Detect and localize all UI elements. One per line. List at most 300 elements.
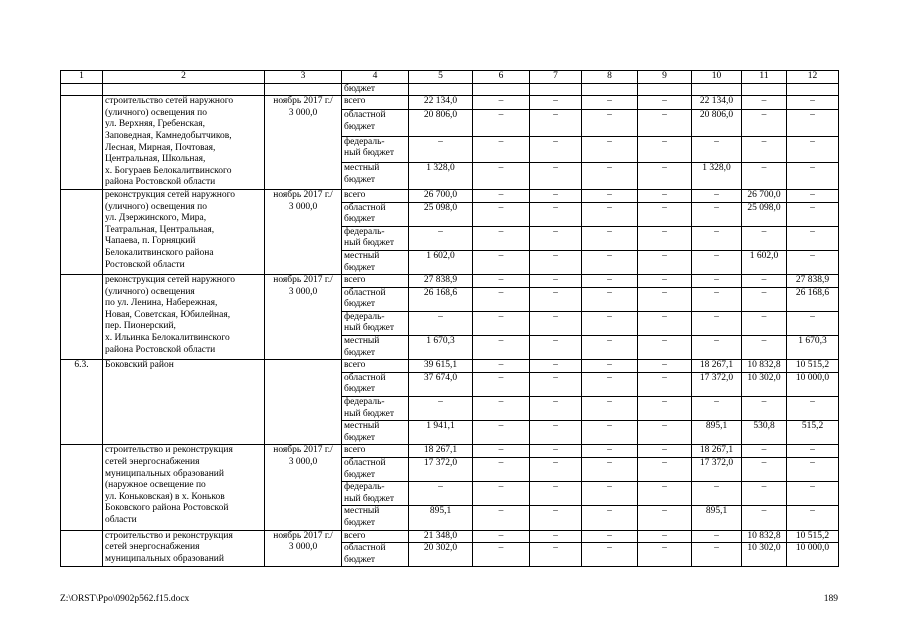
value-cell: – bbox=[742, 287, 787, 311]
cell-line: бюджет bbox=[344, 469, 376, 480]
value-cell: – bbox=[787, 311, 839, 335]
cell-line: бюджет bbox=[344, 432, 376, 443]
value-cell: – bbox=[638, 482, 692, 506]
value-cell: 27 838,9 bbox=[787, 275, 839, 288]
cell-line: сетей энергоснабжения bbox=[105, 457, 200, 467]
value-cell: 21 348,0 bbox=[409, 530, 473, 543]
cell-line: бюджет bbox=[344, 384, 376, 395]
page-number: 189 bbox=[823, 594, 838, 604]
cell-line: областной bbox=[344, 458, 386, 468]
value-cell: – bbox=[530, 226, 582, 250]
value-cell: – bbox=[582, 136, 638, 163]
value-cell: – bbox=[787, 136, 839, 163]
column-header: 8 bbox=[582, 71, 638, 84]
item-number bbox=[61, 96, 103, 190]
funding-source bbox=[342, 136, 409, 163]
value-cell: – bbox=[530, 543, 582, 567]
cell-line: бюджет bbox=[344, 262, 376, 273]
cell-line: ный бюджет bbox=[344, 323, 395, 334]
value-cell: 10 515,2 bbox=[787, 530, 839, 543]
value-cell: 1 670,3 bbox=[787, 336, 839, 360]
value-cell: – bbox=[638, 96, 692, 110]
value-cell: 26 700,0 bbox=[409, 189, 473, 202]
value-cell: 1 670,3 bbox=[409, 336, 473, 360]
cell-line: муниципальных образований bbox=[105, 468, 224, 479]
value-cell: – bbox=[742, 275, 787, 288]
value-cell: 26 168,6 bbox=[787, 287, 839, 311]
cell-line: Боковского района Ростовской bbox=[105, 503, 229, 514]
value-cell: – bbox=[787, 506, 839, 530]
value-cell: – bbox=[638, 287, 692, 311]
value-cell: – bbox=[530, 372, 582, 396]
column-header: 11 bbox=[742, 71, 787, 84]
table-cell bbox=[265, 83, 342, 96]
value-cell: 10 000,0 bbox=[787, 372, 839, 396]
cell-line: ноябрь 2017 г./ bbox=[273, 189, 333, 200]
funding-source bbox=[342, 445, 409, 458]
value-cell: – bbox=[787, 202, 839, 226]
cell-line: муниципальных образований bbox=[105, 553, 224, 564]
value-cell: – bbox=[692, 397, 742, 421]
value-cell: – bbox=[692, 530, 742, 543]
value-cell: – bbox=[409, 311, 473, 335]
value-cell: – bbox=[530, 110, 582, 137]
value-cell: – bbox=[473, 445, 530, 458]
value-cell: 10 000,0 bbox=[787, 543, 839, 567]
value-cell: 37 674,0 bbox=[409, 372, 473, 396]
funding-source bbox=[342, 482, 409, 506]
value-cell: 10 515,2 bbox=[787, 360, 839, 373]
cell-line: х. Ильинка Белокалитвинского bbox=[105, 333, 230, 344]
value-cell: – bbox=[742, 136, 787, 163]
value-cell: – bbox=[582, 110, 638, 137]
value-cell: – bbox=[787, 189, 839, 202]
column-header: 1 bbox=[61, 71, 103, 84]
cell-line: всего bbox=[344, 96, 366, 107]
item-number bbox=[61, 275, 103, 360]
value-cell: 17 372,0 bbox=[409, 458, 473, 482]
column-header: 7 bbox=[530, 71, 582, 84]
value-cell: – bbox=[409, 226, 473, 250]
value-cell: 1 328,0 bbox=[692, 163, 742, 190]
value-cell: – bbox=[692, 226, 742, 250]
value-cell: – bbox=[638, 275, 692, 288]
cell-line: строительство сетей наружного bbox=[105, 96, 234, 107]
cell-line: 3 000,0 bbox=[288, 107, 318, 118]
value-cell: – bbox=[473, 530, 530, 543]
value-cell: – bbox=[787, 250, 839, 274]
value-cell: – bbox=[582, 506, 638, 530]
cell-line: бюджет bbox=[344, 347, 376, 358]
value-cell: – bbox=[692, 189, 742, 202]
value-cell: 10 832,8 bbox=[742, 360, 787, 373]
value-cell: – bbox=[530, 360, 582, 373]
project-period-cost bbox=[265, 275, 342, 360]
value-cell: – bbox=[582, 287, 638, 311]
value-cell: 895,1 bbox=[409, 506, 473, 530]
value-cell: – bbox=[473, 110, 530, 137]
value-cell: – bbox=[638, 202, 692, 226]
value-cell: – bbox=[530, 275, 582, 288]
value-cell: – bbox=[473, 372, 530, 396]
value-cell: – bbox=[582, 543, 638, 567]
value-cell: 515,2 bbox=[787, 421, 839, 445]
cell-line: ный бюджет bbox=[344, 408, 395, 419]
column-header: 12 bbox=[787, 71, 839, 84]
project-name bbox=[103, 96, 265, 190]
value-cell: – bbox=[638, 445, 692, 458]
cell-line: бюджет bbox=[344, 214, 376, 225]
funding-source bbox=[342, 506, 409, 530]
funding-source bbox=[342, 397, 409, 421]
header-row bbox=[61, 71, 839, 84]
value-cell: – bbox=[530, 397, 582, 421]
value-cell: – bbox=[473, 250, 530, 274]
value-cell: – bbox=[473, 136, 530, 163]
value-cell: 1 602,0 bbox=[742, 250, 787, 274]
cell-line: областной bbox=[344, 202, 386, 213]
value-cell: – bbox=[582, 250, 638, 274]
value-cell: – bbox=[638, 226, 692, 250]
cell-line: бюджет bbox=[344, 517, 376, 528]
value-cell: – bbox=[473, 336, 530, 360]
value-cell: – bbox=[638, 250, 692, 274]
value-cell: – bbox=[582, 163, 638, 190]
value-cell: – bbox=[787, 445, 839, 458]
funding-source bbox=[342, 250, 409, 274]
cell-line: местный bbox=[344, 421, 380, 432]
cell-line: (наружное освещение по bbox=[105, 480, 206, 491]
value-cell: – bbox=[530, 445, 582, 458]
table-row bbox=[61, 96, 839, 110]
value-cell: 10 302,0 bbox=[742, 372, 787, 396]
table-row bbox=[61, 360, 839, 373]
value-cell: 10 302,0 bbox=[742, 543, 787, 567]
value-cell: – bbox=[409, 397, 473, 421]
cell-line: ул. Верхняя, Гребенская, bbox=[105, 119, 205, 130]
cell-line: местный bbox=[344, 336, 380, 347]
value-cell: – bbox=[473, 458, 530, 482]
source-cell: бюджет bbox=[342, 83, 409, 96]
cell-line: района Ростовской области bbox=[105, 177, 216, 188]
cell-line: Заповедная, Камнедобытчиков, bbox=[105, 130, 232, 141]
cell-line: бюджет bbox=[344, 554, 376, 565]
table-cell bbox=[742, 83, 787, 96]
value-cell: – bbox=[638, 530, 692, 543]
cell-line: Чапаева, п. Горняцкий bbox=[105, 236, 196, 247]
cell-line: Боковский район bbox=[105, 360, 174, 371]
cell-line: бюджет bbox=[344, 174, 376, 185]
value-cell: – bbox=[692, 543, 742, 567]
cell-line: Лесная, Мирная, Почтовая, bbox=[105, 142, 216, 153]
table-cell bbox=[692, 83, 742, 96]
value-cell: – bbox=[473, 202, 530, 226]
cell-line: ул. Дзержинского, Мира, bbox=[105, 213, 207, 224]
value-cell: – bbox=[582, 397, 638, 421]
value-cell: 530,8 bbox=[742, 421, 787, 445]
value-cell: – bbox=[638, 311, 692, 335]
cell-line: федераль- bbox=[344, 311, 385, 322]
value-cell: – bbox=[787, 110, 839, 137]
value-cell: – bbox=[742, 110, 787, 137]
project-name bbox=[103, 275, 265, 360]
cell-line: области bbox=[105, 514, 137, 525]
table-body bbox=[61, 71, 839, 567]
value-cell: 25 098,0 bbox=[409, 202, 473, 226]
cell-line: областной bbox=[344, 543, 386, 554]
value-cell: – bbox=[638, 336, 692, 360]
funding-source bbox=[342, 421, 409, 445]
cell-line: строительство и реконструкция bbox=[105, 530, 233, 541]
funding-source bbox=[342, 189, 409, 202]
value-cell: – bbox=[692, 336, 742, 360]
cell-line: х. Богураев Белокалитвинского bbox=[105, 165, 232, 176]
cell-line: ный бюджет bbox=[344, 148, 395, 159]
table-cell bbox=[409, 83, 473, 96]
cell-line: бюджет bbox=[344, 299, 376, 310]
item-number bbox=[61, 189, 103, 274]
footer-file-path: Z:\ORST\Ppo\0902p562.f15.docx bbox=[60, 594, 190, 604]
funding-source bbox=[342, 530, 409, 543]
value-cell: – bbox=[530, 250, 582, 274]
cell-line: строительство и реконструкция bbox=[105, 445, 233, 456]
cell-line: Театральная, Центральная, bbox=[105, 224, 215, 235]
cell-line: ноябрь 2017 г./ bbox=[273, 275, 333, 286]
cell-line: реконструкция сетей наружного bbox=[105, 189, 236, 200]
value-cell: – bbox=[473, 275, 530, 288]
value-cell: – bbox=[742, 506, 787, 530]
cell-line: 3 000,0 bbox=[288, 542, 318, 553]
value-cell: – bbox=[473, 189, 530, 202]
cell-line: 3 000,0 bbox=[288, 286, 318, 297]
table-row bbox=[61, 530, 839, 543]
cell-line: ный бюджет bbox=[344, 493, 395, 504]
value-cell: – bbox=[582, 202, 638, 226]
value-cell: – bbox=[787, 96, 839, 110]
cell-line: реконструкция сетей наружного bbox=[105, 275, 236, 286]
value-cell: – bbox=[530, 458, 582, 482]
funding-source bbox=[342, 96, 409, 110]
table-cell bbox=[103, 83, 265, 96]
value-cell: – bbox=[582, 458, 638, 482]
value-cell: – bbox=[530, 202, 582, 226]
value-cell: – bbox=[473, 506, 530, 530]
value-cell: – bbox=[473, 543, 530, 567]
item-number bbox=[61, 530, 103, 567]
cell-line: бюджет bbox=[344, 121, 376, 132]
funding-source bbox=[342, 372, 409, 396]
value-cell: – bbox=[473, 397, 530, 421]
value-cell: – bbox=[473, 96, 530, 110]
value-cell: – bbox=[582, 530, 638, 543]
value-cell: – bbox=[638, 136, 692, 163]
value-cell: – bbox=[787, 226, 839, 250]
value-cell: 20 806,0 bbox=[409, 110, 473, 137]
value-cell: 18 267,1 bbox=[409, 445, 473, 458]
cell-line: федераль- bbox=[344, 226, 385, 237]
cell-line: 3 000,0 bbox=[288, 201, 318, 212]
value-cell: – bbox=[787, 163, 839, 190]
item-number: 6.3. bbox=[61, 360, 103, 445]
value-cell: – bbox=[692, 250, 742, 274]
value-cell: – bbox=[582, 372, 638, 396]
table-row bbox=[61, 275, 839, 288]
value-cell: – bbox=[473, 311, 530, 335]
column-header: 2 bbox=[103, 71, 265, 84]
cell-line: ный бюджет bbox=[344, 238, 395, 249]
budget-table bbox=[60, 70, 839, 567]
cell-line: (уличного) освещения по bbox=[105, 107, 208, 118]
cell-line: федераль- bbox=[344, 397, 385, 408]
value-cell: 26 168,6 bbox=[409, 287, 473, 311]
cell-line: всего bbox=[344, 275, 366, 286]
column-header: 9 bbox=[638, 71, 692, 84]
value-cell: – bbox=[530, 530, 582, 543]
project-period-cost bbox=[265, 530, 342, 567]
table-row bbox=[61, 189, 839, 202]
cell-line: по ул. Ленина, Набережная, bbox=[105, 298, 218, 309]
value-cell: – bbox=[638, 189, 692, 202]
cell-line: сетей энергоснабжения bbox=[105, 542, 200, 553]
funding-source bbox=[342, 311, 409, 335]
value-cell: – bbox=[692, 202, 742, 226]
item-number bbox=[61, 445, 103, 530]
value-cell: – bbox=[530, 482, 582, 506]
value-cell: – bbox=[582, 421, 638, 445]
value-cell: 10 832,8 bbox=[742, 530, 787, 543]
project-period-cost bbox=[265, 445, 342, 530]
value-cell: – bbox=[473, 287, 530, 311]
value-cell: – bbox=[530, 506, 582, 530]
value-cell: – bbox=[787, 458, 839, 482]
cell-line: местный bbox=[344, 250, 380, 261]
table-cell bbox=[61, 83, 103, 96]
column-header: 5 bbox=[409, 71, 473, 84]
value-cell: – bbox=[742, 96, 787, 110]
funding-source bbox=[342, 202, 409, 226]
column-header: 4 bbox=[342, 71, 409, 84]
value-cell: – bbox=[582, 275, 638, 288]
value-cell: – bbox=[582, 482, 638, 506]
value-cell: 26 700,0 bbox=[742, 189, 787, 202]
value-cell: – bbox=[530, 421, 582, 445]
value-cell: 27 838,9 bbox=[409, 275, 473, 288]
funding-source bbox=[342, 226, 409, 250]
value-cell: – bbox=[638, 110, 692, 137]
value-cell: – bbox=[530, 136, 582, 163]
value-cell: – bbox=[473, 421, 530, 445]
cell-line: федераль- bbox=[344, 136, 385, 147]
value-cell: – bbox=[582, 189, 638, 202]
value-cell: – bbox=[582, 226, 638, 250]
table-row bbox=[61, 445, 839, 458]
value-cell: – bbox=[582, 336, 638, 360]
value-cell: 1 602,0 bbox=[409, 250, 473, 274]
value-cell: 20 302,0 bbox=[409, 543, 473, 567]
funding-source bbox=[342, 336, 409, 360]
value-cell: 39 615,1 bbox=[409, 360, 473, 373]
value-cell: – bbox=[787, 397, 839, 421]
value-cell: 895,1 bbox=[692, 421, 742, 445]
column-header: 6 bbox=[473, 71, 530, 84]
table-cell bbox=[638, 83, 692, 96]
value-cell: – bbox=[409, 136, 473, 163]
project-name bbox=[103, 189, 265, 274]
value-cell: – bbox=[638, 397, 692, 421]
cell-line: федераль- bbox=[344, 482, 385, 493]
funding-source bbox=[342, 360, 409, 373]
cell-line: района Ростовской области bbox=[105, 344, 216, 355]
value-cell: – bbox=[742, 163, 787, 190]
value-cell: – bbox=[530, 287, 582, 311]
value-cell: – bbox=[473, 360, 530, 373]
value-cell: – bbox=[742, 336, 787, 360]
value-cell: – bbox=[638, 360, 692, 373]
value-cell: – bbox=[742, 445, 787, 458]
value-cell: – bbox=[692, 136, 742, 163]
value-cell: – bbox=[692, 482, 742, 506]
cell-line: местный bbox=[344, 163, 380, 174]
project-period-cost bbox=[265, 189, 342, 274]
value-cell: 22 134,0 bbox=[409, 96, 473, 110]
value-cell: – bbox=[742, 397, 787, 421]
table-cell bbox=[473, 83, 530, 96]
value-cell: – bbox=[530, 189, 582, 202]
funding-source bbox=[342, 275, 409, 288]
cell-line: ноябрь 2017 г./ bbox=[273, 530, 333, 541]
value-cell: 895,1 bbox=[692, 506, 742, 530]
cell-line: всего bbox=[344, 189, 366, 200]
value-cell: – bbox=[638, 458, 692, 482]
value-cell: – bbox=[692, 287, 742, 311]
column-header: 10 bbox=[692, 71, 742, 84]
cell-line: местный bbox=[344, 506, 380, 517]
value-cell: – bbox=[742, 458, 787, 482]
cell-line: всего bbox=[344, 360, 366, 371]
value-cell: 25 098,0 bbox=[742, 202, 787, 226]
project-name bbox=[103, 360, 265, 445]
value-cell: – bbox=[530, 96, 582, 110]
cell-line: областной bbox=[344, 110, 386, 121]
funding-source bbox=[342, 458, 409, 482]
value-cell: 17 372,0 bbox=[692, 372, 742, 396]
value-cell: 1 941,1 bbox=[409, 421, 473, 445]
value-cell: – bbox=[473, 226, 530, 250]
column-header: 3 bbox=[265, 71, 342, 84]
value-cell: 18 267,1 bbox=[692, 445, 742, 458]
value-cell: – bbox=[473, 482, 530, 506]
value-cell: – bbox=[742, 311, 787, 335]
funding-source bbox=[342, 543, 409, 567]
value-cell: – bbox=[530, 163, 582, 190]
value-cell: – bbox=[582, 311, 638, 335]
funding-source bbox=[342, 110, 409, 137]
value-cell: – bbox=[530, 336, 582, 360]
value-cell: – bbox=[582, 96, 638, 110]
value-cell: – bbox=[692, 311, 742, 335]
project-name bbox=[103, 445, 265, 530]
value-cell: 20 806,0 bbox=[692, 110, 742, 137]
table-cell bbox=[787, 83, 839, 96]
value-cell: – bbox=[530, 311, 582, 335]
value-cell: – bbox=[787, 482, 839, 506]
cell-line: областной bbox=[344, 372, 386, 383]
cell-line: всего bbox=[344, 530, 366, 541]
cell-line: (уличного) освещения по bbox=[105, 201, 208, 212]
project-period-cost bbox=[265, 96, 342, 190]
value-cell: – bbox=[638, 543, 692, 567]
value-cell: – bbox=[409, 482, 473, 506]
